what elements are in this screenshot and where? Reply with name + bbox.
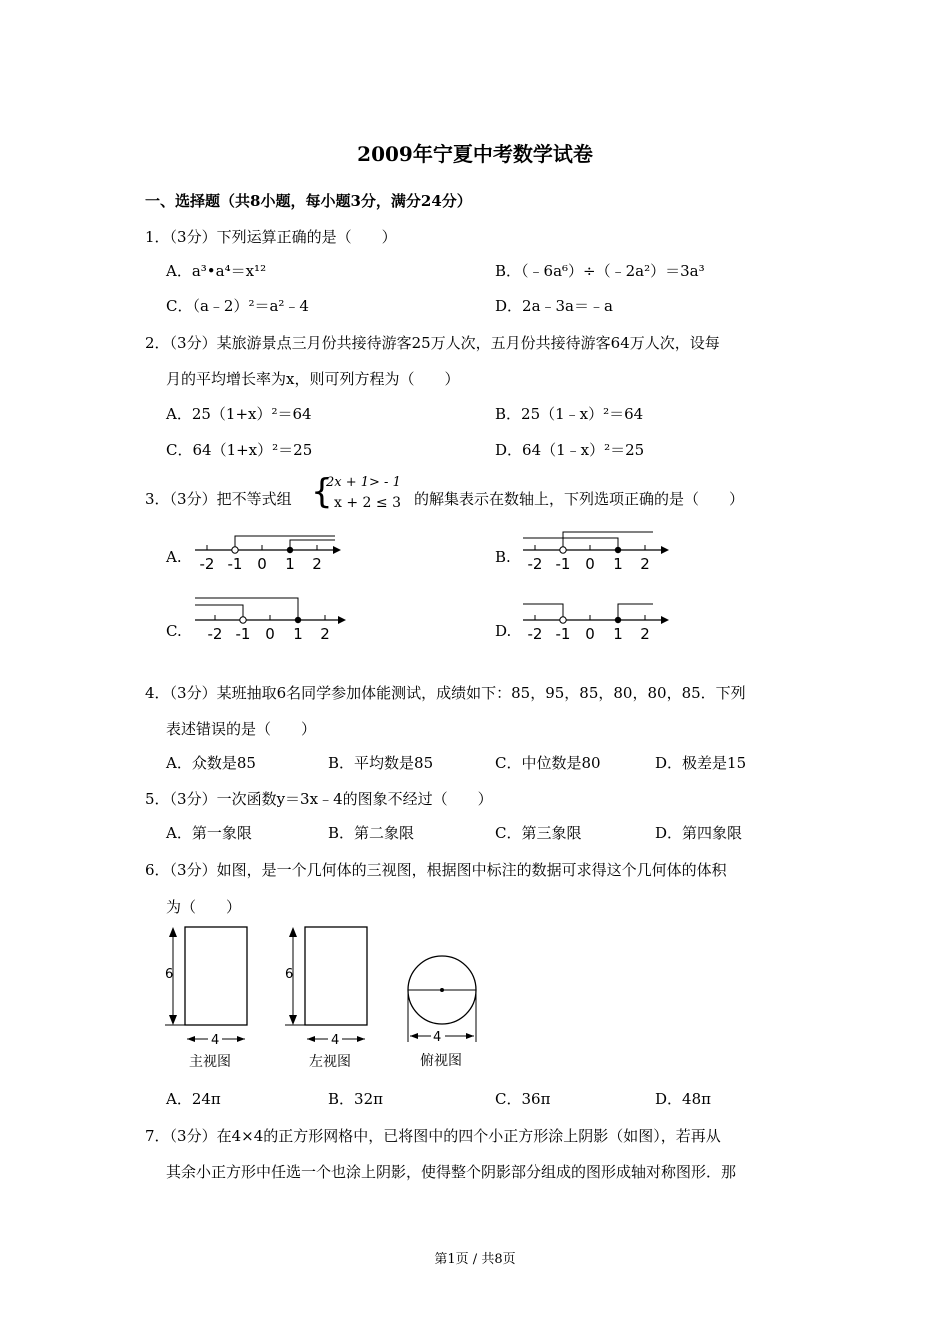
q1-option-b: B．（﹣6a⁶）÷（﹣2a²）＝3a³ [495,262,705,280]
side-view-figure [280,922,380,1072]
q6-option-b: B．32π [328,1090,383,1108]
tick-label: -1 [555,555,571,573]
height-label: 6 [285,967,294,982]
tick-label: 1 [613,555,623,573]
tick-label: 1 [285,555,295,573]
q4-option-d: D．极差是15 [655,754,747,772]
q5-stem: 5．（3分）一次函数y＝3x﹣4的图象不经过（ ） [145,790,493,808]
q5-option-c: C．第三象限 [495,824,582,842]
tick-label: 1 [293,625,303,643]
tick-label: 2 [640,625,650,643]
q4-option-a: A．众数是85 [166,754,256,772]
q7-stem-line1: 7．（3分）在4×4的正方形网格中，已将图中的四个小正方形涂上阴影（如图），若再从 [145,1127,721,1145]
q5-option-a: A．第一象限 [166,824,252,842]
side-view-label: 左视图 [309,1054,351,1070]
tick-label: 0 [257,555,267,573]
q6-option-c: C．36π [495,1090,551,1108]
q2-stem-line1: 2．（3分）某旅游景点三月份共接待游客25万人次，五月份共接待游客64万人次，设每 [145,334,720,352]
tick-label: 0 [585,625,595,643]
tick-label: 0 [585,555,595,573]
front-view-figure [160,922,260,1072]
tick-label: 1 [613,625,623,643]
tick-label: -1 [555,625,571,643]
q6-option-d: D．48π [655,1090,711,1108]
page-footer: 第1页 / 共8页 [434,1252,516,1267]
number-line-d [518,594,673,644]
q2-stem-line2: 月的平均增长率为x，则可列方程为（ ） [166,370,460,388]
q1-stem: 1．（3分）下列运算正确的是（ ） [145,228,397,246]
tick-label: -2 [527,555,543,573]
top-view-figure [400,950,490,1072]
q2-option-c: C．64（1+x）²＝25 [166,441,313,459]
q2-option-b: B．25（1﹣x）²＝64 [495,405,644,423]
page-title: 2009年宁夏中考数学试卷 [357,142,593,166]
q2-option-d: D．64（1﹣x）²＝25 [495,441,645,459]
q3-option-d-label: D. [495,622,512,640]
q3-stem-prefix: 3．（3分）把不等式组 [145,490,292,508]
q6-stem-line2: 为（ ） [166,898,242,916]
height-label: 6 [165,967,174,982]
q6-option-a: A．24π [166,1090,221,1108]
q3-option-c-label: C. [166,622,182,640]
q7-stem-line2: 其余小正方形中任选一个也涂上阴影，使得整个阴影部分组成的图形成轴对称图形．那 [166,1163,737,1181]
tick-label: -2 [207,625,223,643]
system-brace: { [311,472,333,512]
q5-option-b: B．第二象限 [328,824,415,842]
q1-option-a: A．a³•a⁴＝x¹² [166,262,267,280]
q4-stem-line2: 表述错误的是（ ） [166,720,317,738]
q3-inequality-2: x + 2 ≤ 3 [334,495,401,511]
tick-label: -2 [199,555,215,573]
q3-inequality-1: 2x + 1> - 1 [326,475,401,490]
q1-option-d: D．2a﹣3a＝﹣a [495,297,613,315]
width-label: 4 [433,1030,442,1045]
width-label: 4 [331,1033,340,1048]
q4-stem-line1: 4．（3分）某班抽取6名同学参加体能测试，成绩如下：85，95，85，80，80，85．下列 [145,684,746,702]
number-line-b [518,528,673,574]
q4-option-b: B．平均数是85 [328,754,434,772]
width-label: 4 [211,1033,220,1048]
tick-label: 2 [640,555,650,573]
q3-option-a-label: A. [166,548,182,566]
tick-label: 2 [320,625,330,643]
front-view-label: 主视图 [189,1054,231,1070]
number-line-a [190,528,345,574]
section-heading: 一、选择题（共8小题，每小题3分，满分24分） [145,192,472,210]
tick-label: -2 [527,625,543,643]
tick-label: 2 [312,555,322,573]
top-view-label: 俯视图 [420,1053,462,1069]
q3-option-b-label: B. [495,548,511,566]
tick-label: -1 [227,555,243,573]
q1-option-c: C．（a﹣2）²＝a²﹣4 [166,297,309,315]
q5-option-d: D．第四象限 [655,824,743,842]
q4-option-c: C．中位数是80 [495,754,601,772]
tick-label: 0 [265,625,275,643]
q3-stem-suffix: 的解集表示在数轴上，下列选项正确的是（ ） [414,490,745,508]
q2-option-a: A．25（1+x）²＝64 [166,405,312,423]
number-line-c [190,594,350,644]
tick-label: -1 [235,625,251,643]
q6-stem-line1: 6．（3分）如图，是一个几何体的三视图，根据图中标注的数据可求得这个几何体的体积 [145,861,727,879]
